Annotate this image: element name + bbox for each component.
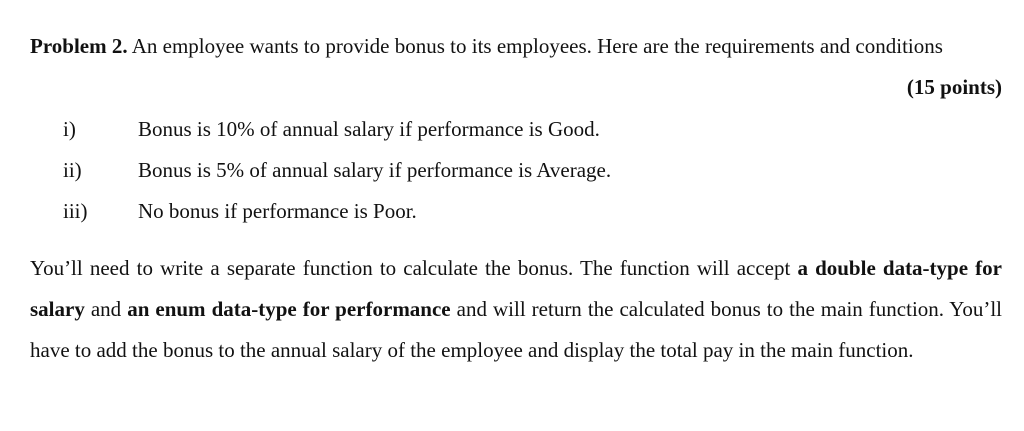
list-text: Bonus is 10% of annual salary if performance is Good. <box>138 117 600 141</box>
list-item <box>63 150 963 191</box>
list-text: Bonus is 5% of annual salary if performance is Average. <box>138 158 612 182</box>
problem-label: Problem 2. <box>30 34 128 58</box>
instructions-bold-performance: an enum data-type for performance <box>127 297 451 321</box>
list-item <box>63 191 963 232</box>
instructions-text: You’ll need to write a separate function to calculate the bonus. The function will accept <box>30 256 798 280</box>
list-marker: i) <box>63 117 76 141</box>
list-marker: iii) <box>63 199 88 223</box>
conditions-list <box>63 109 963 232</box>
list-marker: ii) <box>63 158 82 182</box>
points-label: (15 points) <box>906 75 1002 99</box>
problem-intro: An employee wants to provide bonus to its employees. Here are the requirements and conditions <box>131 34 943 58</box>
instructions-paragraph <box>30 248 1002 371</box>
instructions-text: and <box>84 297 128 321</box>
instructions-text: and will return the calculated bonus to the main function. You’ll have to add the bonus to the annual salary of the employee and display the total pay in the main function. <box>30 297 1002 362</box>
list-item <box>63 109 963 150</box>
instructions-bold-salary: a double data-type for salary <box>30 256 1002 321</box>
problem-statement <box>30 26 1002 67</box>
list-text: No bonus if performance is Poor. <box>138 199 417 223</box>
